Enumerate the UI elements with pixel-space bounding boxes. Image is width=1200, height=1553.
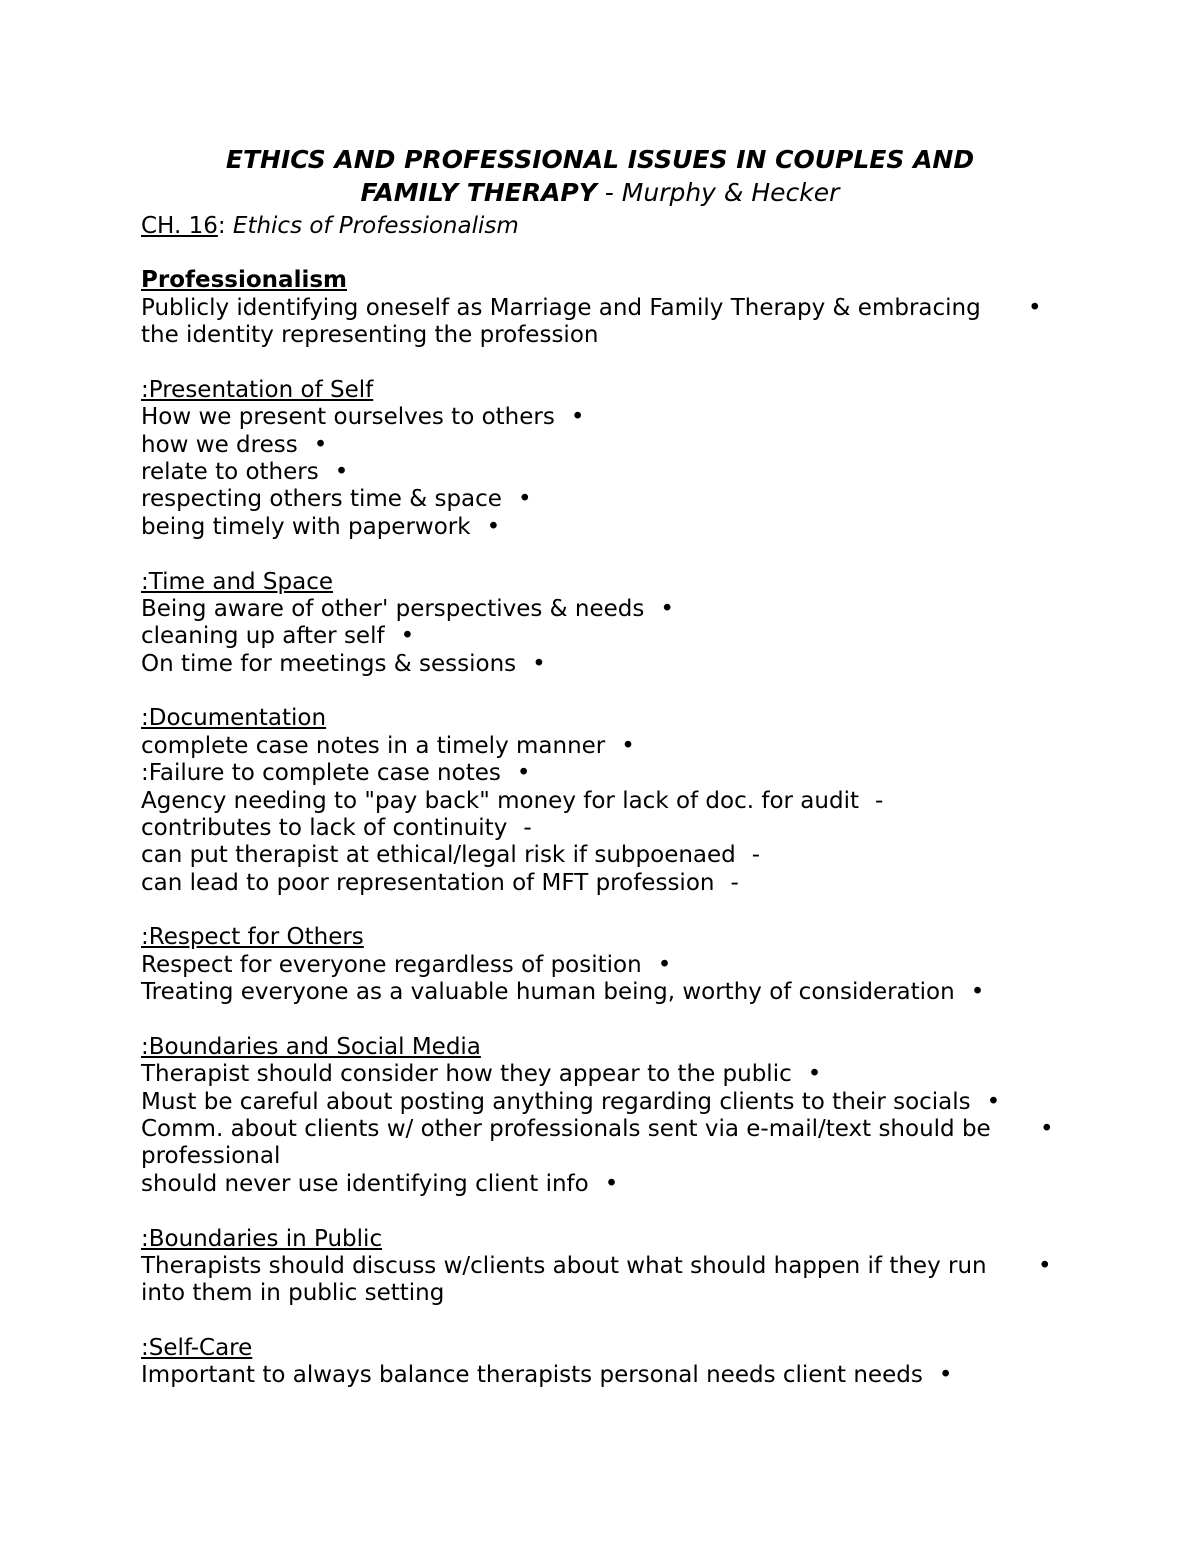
list-item: [141, 622, 414, 650]
item-text: can lead to poor representation of MFT profession: [141, 870, 715, 896]
document-title-line-2: [120, 176, 1080, 209]
sub-list-item: [141, 787, 883, 815]
list-item: [141, 595, 674, 623]
bullet-icon: •: [486, 514, 501, 540]
bullet-icon: •: [657, 952, 672, 978]
item-text: Important to always balance therapists personal needs client needs: [141, 1362, 923, 1388]
bullet-icon: •: [532, 651, 546, 677]
item-text: Agency needing to "pay back" money for lack of doc. for audit: [141, 788, 859, 814]
bullet-icon: •: [1040, 1116, 1054, 1142]
bullet-icon: •: [516, 760, 531, 786]
title-main: FAMILY THERAPY: [360, 178, 597, 207]
item-text: Treating everyone as a valuable human being, worthy of consideration: [141, 979, 955, 1005]
item-text: On time for meetings & sessions: [141, 651, 517, 677]
title-authors: - Murphy & Hecker: [596, 178, 840, 207]
bullet-icon: •: [1028, 295, 1042, 321]
document-title-line-1: ETHICS AND PROFESSIONAL ISSUES IN COUPLES AND: [225, 145, 975, 174]
list-item: [141, 458, 348, 486]
sub-list-item: [141, 869, 739, 897]
item-text: how we dress: [141, 432, 298, 458]
chapter-name: Ethics of Professionalism: [232, 213, 519, 239]
item-text: Must be careful about posting anything regarding clients to their socials: [141, 1089, 971, 1115]
section-heading-boundaries-and-social-media: :Boundaries and Social Media: [141, 1034, 481, 1060]
item-text: How we present ourselves to others: [141, 404, 555, 430]
list-item: [141, 431, 327, 459]
list-item-continuation: professional: [141, 1143, 281, 1169]
section-heading-respect-for-others: :Respect for Others: [141, 924, 364, 950]
bullet-icon: •: [621, 733, 635, 759]
list-item: Publicly identifying oneself as Marriage and Family Therapy & embracing: [141, 295, 981, 321]
section-heading-presentation-of-self: :Presentation of Self: [141, 377, 374, 403]
bullet-icon: •: [570, 404, 585, 430]
list-item: [141, 978, 984, 1006]
list-item: [141, 759, 530, 787]
list-item: [141, 732, 635, 760]
bullet-icon: •: [986, 1089, 1001, 1115]
bullet-icon: •: [660, 596, 674, 622]
section-heading-time-and-space: :Time and Space: [141, 569, 334, 595]
bullet-icon: •: [938, 1362, 953, 1388]
item-text: contributes to lack of continuity: [141, 815, 508, 841]
chapter-number: CH. 16: [141, 213, 218, 239]
bullet-icon: •: [970, 979, 985, 1005]
sub-list-item: [141, 841, 760, 869]
dash-icon: -: [875, 788, 884, 814]
item-text: Therapist should consider how they appear to the public: [141, 1061, 792, 1087]
bullet-icon: •: [334, 459, 349, 485]
bullet-icon: •: [313, 432, 328, 458]
list-item: [141, 485, 532, 513]
item-text: should never use identifying client info: [141, 1171, 589, 1197]
bullet-icon: •: [807, 1061, 822, 1087]
bullet-icon: •: [400, 623, 415, 649]
list-item: [141, 1060, 821, 1088]
item-text: Being aware of other' perspectives & needs: [141, 596, 645, 622]
section-heading-self-care: :Self-Care: [141, 1335, 253, 1361]
section-heading-documentation: :Documentation: [141, 705, 327, 731]
list-item: Therapists should discuss w/clients about what should happen if they run: [141, 1253, 987, 1279]
list-item-continuation: into them in public setting: [141, 1280, 445, 1306]
sub-list-item: [141, 814, 532, 842]
list-item: [141, 513, 500, 541]
section-heading-professionalism: Professionalism: [141, 267, 347, 293]
bullet-icon: •: [517, 486, 532, 512]
list-item: [141, 650, 546, 678]
list-item-continuation: the identity representing the profession: [141, 322, 599, 348]
list-item: Comm. about clients w/ other professionals sent via e-mail/text should be: [141, 1116, 991, 1142]
item-text: Respect for everyone regardless of position: [141, 952, 642, 978]
dash-icon: -: [751, 842, 761, 868]
bullet-icon: •: [604, 1171, 619, 1197]
dash-icon: -: [730, 870, 739, 896]
item-text: complete case notes in a timely manner: [141, 733, 606, 759]
section-heading-boundaries-in-public: :Boundaries in Public: [141, 1226, 383, 1252]
list-item: [141, 1170, 618, 1198]
item-text: cleaning up after self: [141, 623, 385, 649]
list-item: [141, 951, 671, 979]
bullet-icon: •: [1038, 1253, 1052, 1279]
chapter-heading: [141, 212, 519, 240]
item-text: being timely with paperwork: [141, 514, 471, 540]
list-item: [141, 403, 584, 431]
item-text: can put therapist at ethical/legal risk if subpoenaed: [141, 842, 736, 868]
chapter-separator: :: [217, 213, 233, 239]
item-text: :Failure to complete case notes: [141, 760, 501, 786]
list-item: [141, 1088, 1000, 1116]
item-text: respecting others time & space: [141, 486, 502, 512]
dash-icon: -: [523, 815, 532, 841]
item-text: relate to others: [141, 459, 319, 485]
list-item: [141, 1361, 952, 1389]
